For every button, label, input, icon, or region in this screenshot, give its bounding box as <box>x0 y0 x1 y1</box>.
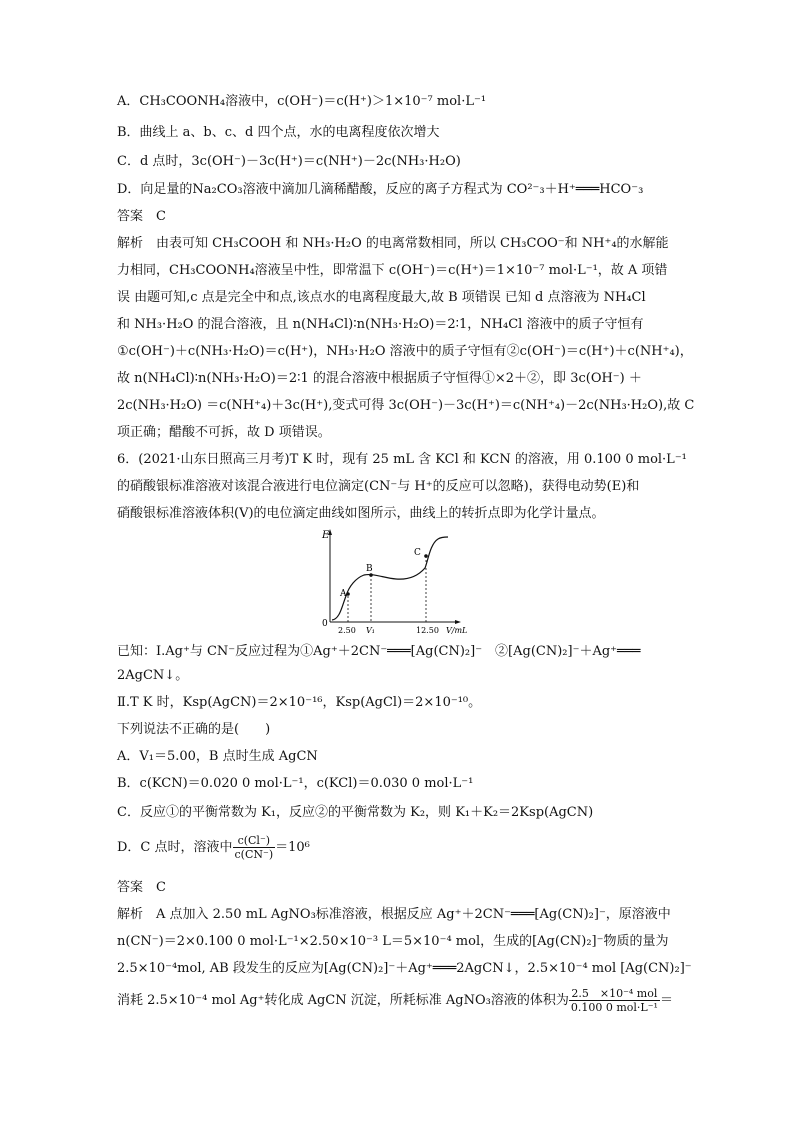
volume-numerator: 2.5 ×10⁻⁴ mol <box>569 987 660 1001</box>
q6-option-d-suffix: ＝10⁶ <box>275 840 310 855</box>
q6-known-line: 2AgCN↓。 <box>117 668 189 683</box>
volume-fraction <box>569 987 660 1014</box>
q5-analysis-line: 误 由题可知,c 点是完全中和点,该点水的电离程度最大,故 B 项错误 已知 d 点溶液为 NH₄Cl <box>117 290 646 305</box>
ratio-denominator: c(CN⁻) <box>234 848 274 861</box>
q6-answer: 答案 C <box>117 880 166 895</box>
origin-label: 0 <box>322 619 328 629</box>
tick-label: V₁ <box>366 626 375 635</box>
point-c-label: C <box>414 548 421 558</box>
q5-answer: 答案 C <box>117 209 166 224</box>
q5-analysis-line: 解析 由表可知 CH₃COOH 和 NH₃·H₂O 的电离常数相同，所以 CH₃COO⁻和 NH⁺₄的水解能 <box>117 236 669 251</box>
q6-option-a: A．V₁＝5.00，B 点时生成 AgCN <box>117 749 318 764</box>
q5-option-a: A．CH₃COONH₄溶液中，c(OH⁻)＝c(H⁺)＞1×10⁻⁷ mol·L⁻¹ <box>117 94 487 109</box>
q6-stem-line: 的硝酸银标准溶液对该混合液进行电位滴定(CN⁻与 H⁺的反应可以忽略)，获得电动势(E)和 <box>117 479 640 494</box>
q5-analysis-line: 2c(NH₃·H₂O) ＝c(NH⁺₄)＋3c(H⁺),变式可得 3c(OH⁻)－3c(H⁺)＝c(NH⁺₄)－2c(NH₃·H₂O),故 C <box>117 398 695 413</box>
q5-analysis-line: 和 NH₃·H₂O 的混合溶液，且 n(NH₄Cl)∶n(NH₃·H₂O)＝2∶1，NH₄Cl 溶液中的质子守恒有 <box>117 317 644 332</box>
x-axis-label: V/mL <box>446 626 468 635</box>
q6-stem-line: 硝酸银标准溶液体积(V)的电位滴定曲线如图所示，曲线上的转折点即为化学计量点。 <box>117 506 605 521</box>
q6-known-line: 已知：Ⅰ.Ag⁺与 CN⁻反应过程为①Ag⁺＋2CN⁻═══[Ag(CN)₂]⁻ ②[Ag(CN)₂]⁻＋Ag⁺═══ <box>117 644 641 659</box>
q6-option-b: B．c(KCN)＝0.020 0 mol·L⁻¹，c(KCl)＝0.030 0 mol·L⁻¹ <box>117 776 474 791</box>
y-axis-label: E <box>322 530 330 541</box>
q6-analysis-last-line <box>117 985 682 1017</box>
tick-label: 12.50 <box>416 626 439 635</box>
point-c-marker <box>424 554 428 558</box>
ratio-numerator: c(Cl⁻) <box>233 834 276 848</box>
q5-analysis-line: 故 n(NH₄Cl)∶n(NH₃·H₂O)＝2∶1 的混合溶液中根据质子守恒得①×2＋②，即 3c(OH⁻) ＋ <box>117 371 642 386</box>
titration-curve-figure <box>318 526 468 636</box>
q6-stem-line: 6．(2021·山东日照高三月考)T K 时，现有 25 mL 含 KCl 和 KCN 的溶液，用 0.100 0 mol·L⁻¹ <box>117 452 687 467</box>
q5-option-d: D．向足量的Na₂CO₃溶液中滴加几滴稀醋酸，反应的离子方程式为 CO²⁻₃＋H⁺═══HCO⁻₃ <box>117 182 644 197</box>
q5-option-b: B．曲线上 a、b、c、d 四个点，水的电离程度依次增大 <box>117 125 440 140</box>
q5-analysis-line: 项正确；醋酸不可拆，故 D 项错误。 <box>117 425 331 440</box>
tick-label: 2.50 <box>338 626 356 635</box>
concentration-ratio <box>233 834 276 861</box>
q5-analysis-line: 力相同，CH₃COONH₄溶液呈中性，即常温下 c(OH⁻)＝c(H⁺)＝1×10⁻⁷ mol·L⁻¹，故 A 项错 <box>117 263 668 278</box>
titration-curve <box>332 537 448 620</box>
point-a-marker <box>346 592 350 596</box>
q6-analysis-line: n(CN⁻)＝2×0.100 0 mol·L⁻¹×2.50×10⁻³ L＝5×10⁻⁴ mol，生成的[Ag(CN)₂]⁻物质的量为 <box>117 934 669 949</box>
q6-known-line: Ⅱ.T K 时，Ksp(AgCN)＝2×10⁻¹⁶，Ksp(AgCl)＝2×10⁻¹⁰。 <box>117 695 482 710</box>
q6-analysis-line: 解析 A 点加入 2.50 mL AgNO₃标准溶液，根据反应 Ag⁺＋2CN⁻═══[Ag(CN)₂]⁻，原溶液中 <box>117 907 671 922</box>
q5-option-c: C．d 点时，3c(OH⁻)－3c(H⁺)＝c(NH⁺)－2c(NH₃·H₂O) <box>117 154 461 169</box>
q6-question: 下列说法不正确的是( ) <box>117 722 271 737</box>
volume-denominator: 0.100 0 mol·L⁻¹ <box>570 1001 658 1014</box>
q6-last-prefix: 消耗 2.5×10⁻⁴ mol Ag⁺转化成 AgCN 沉淀，所耗标准 AgNO₃溶液的体积为 <box>117 993 569 1008</box>
q6-option-d-prefix: D．C 点时，溶液中 <box>117 840 233 855</box>
point-b-label: B <box>366 564 373 574</box>
q5-analysis-line: ①c(OH⁻)＋c(NH₃·H₂O)＝c(H⁺)，NH₃·H₂O 溶液中的质子守恒有②c(OH⁻)＝c(H⁺)＋c(NH⁺₄)， <box>117 344 693 359</box>
q6-option-d <box>117 833 677 863</box>
point-a-label: A <box>340 589 347 599</box>
x-axis-arrow <box>455 620 461 624</box>
q6-option-c: C．反应①的平衡常数为 K₁，反应②的平衡常数为 K₂，则 K₁＋K₂＝2Ksp(AgCN) <box>117 805 594 820</box>
q6-last-suffix: ＝ <box>659 993 673 1008</box>
q6-analysis-line: 2.5×10⁻⁴mol, AB 段发生的反应为[Ag(CN)₂]⁻＋Ag⁺═══2AgCN↓，2.5×10⁻⁴ mol [Ag(CN)₂]⁻ <box>117 961 692 976</box>
